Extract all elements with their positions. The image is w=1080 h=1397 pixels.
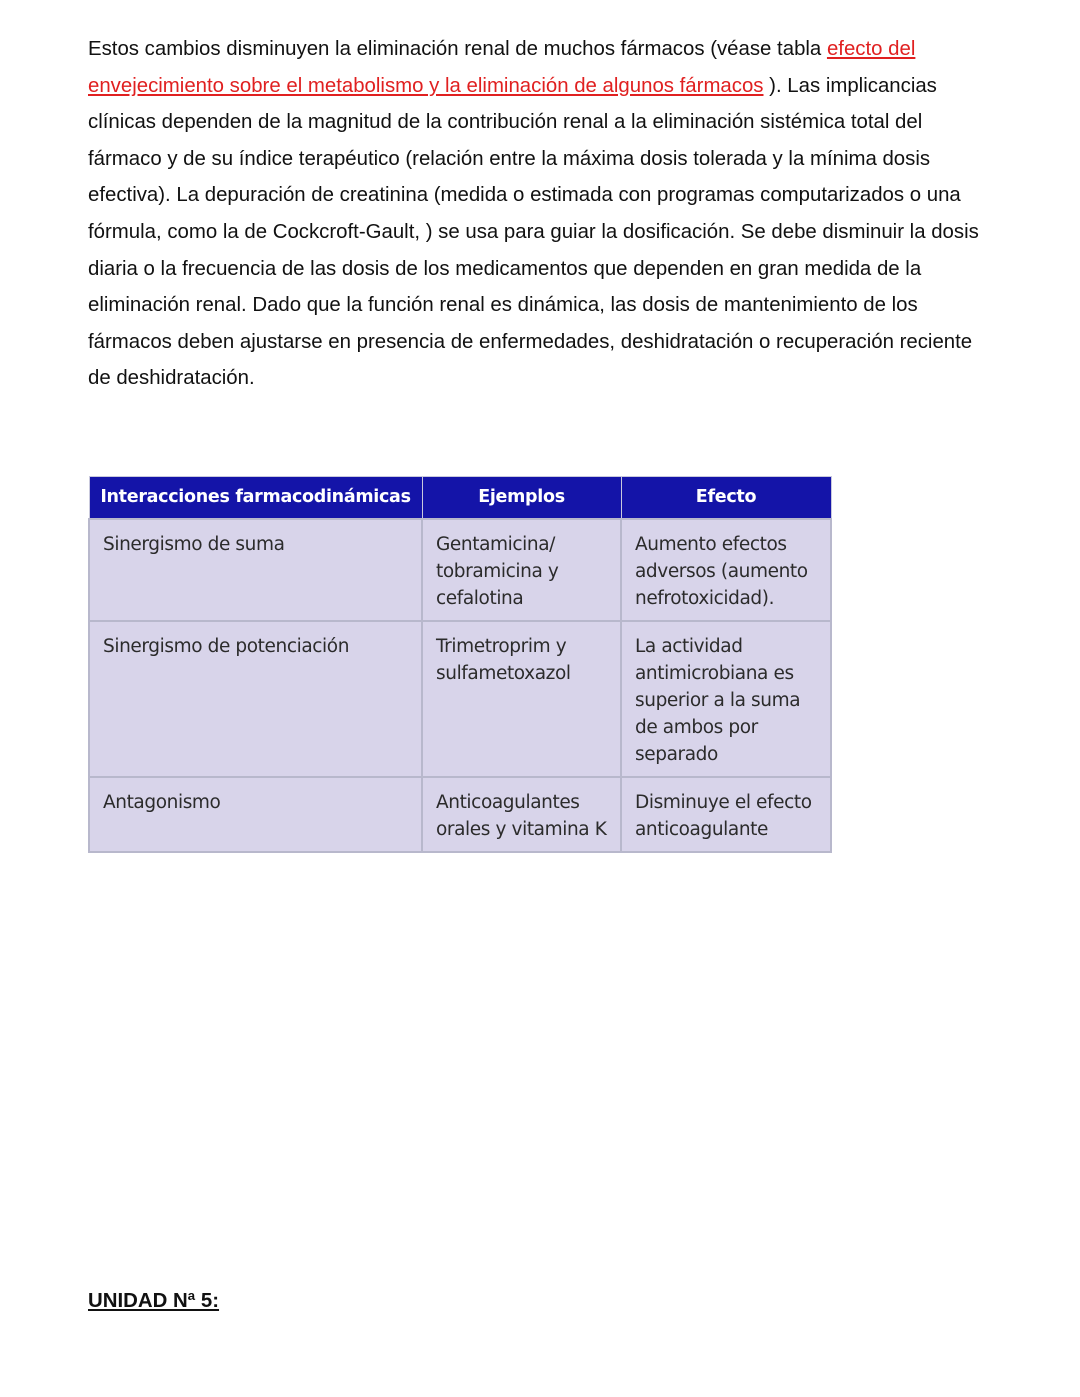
- cell-effect: Disminuye el efecto anticoagulante: [621, 777, 831, 852]
- header-interactions: Interacciones farmacodinámicas: [89, 477, 422, 520]
- cell-interaction: Antagonismo: [89, 777, 422, 852]
- header-examples: Ejemplos: [422, 477, 621, 520]
- table-header-row: [89, 477, 831, 520]
- body-paragraph: [88, 31, 993, 397]
- pharmacodynamic-interactions-table: [88, 476, 832, 853]
- paragraph-text-end: ). Las implicancias clínicas dependen de la magnitud de la contribución renal a la eliminación sistémica total del fármaco y de su índice terapéutico (relación entre la máxima dosis tolerada y la mínima dosis efectiva). La depuración de creatinina (medida o estimada con programas computarizados o una fórmula, como la de Cockcroft-Gault, ) se usa para guiar la dosificación. Se debe disminuir la dosis diaria o la frecuencia de las dosis de los medicamentos que dependen en gran medida de la eliminación renal. Dado que la función renal es dinámica, las dosis de mantenimiento de los fármacos deben ajustarse en presencia de enfermedades, deshidratación o recuperación reciente de deshidratación.: [88, 74, 979, 390]
- cell-effect: La actividad antimicrobiana es superior a la suma de ambos por separado: [621, 621, 831, 777]
- table-row: [89, 519, 831, 621]
- pharmacodynamic-interactions-table-container: [88, 476, 830, 853]
- cell-examples: Gentamicina/ tobramicina y cefalotina: [422, 519, 621, 621]
- paragraph-text-start: Estos cambios disminuyen la eliminación renal de muchos fármacos (véase tabla: [88, 38, 827, 60]
- cell-interaction: Sinergismo de potenciación: [89, 621, 422, 777]
- cell-examples: Anticoagulantes orales y vitamina K: [422, 777, 621, 852]
- section-heading: UNIDAD Nª 5:: [88, 1290, 220, 1312]
- table-row: [89, 777, 831, 852]
- cell-interaction: Sinergismo de suma: [89, 519, 422, 621]
- aging-metabolism-table-link[interactable]: efecto del envejecimiento sobre el metabolismo y la eliminación de algunos fármacos: [88, 38, 916, 97]
- cell-effect: Aumento efectos adversos (aumento nefrotoxicidad).: [621, 519, 831, 621]
- table-row: [89, 621, 831, 777]
- header-effect: Efecto: [621, 477, 831, 520]
- cell-examples: Trimetroprim y sulfametoxazol: [422, 621, 621, 777]
